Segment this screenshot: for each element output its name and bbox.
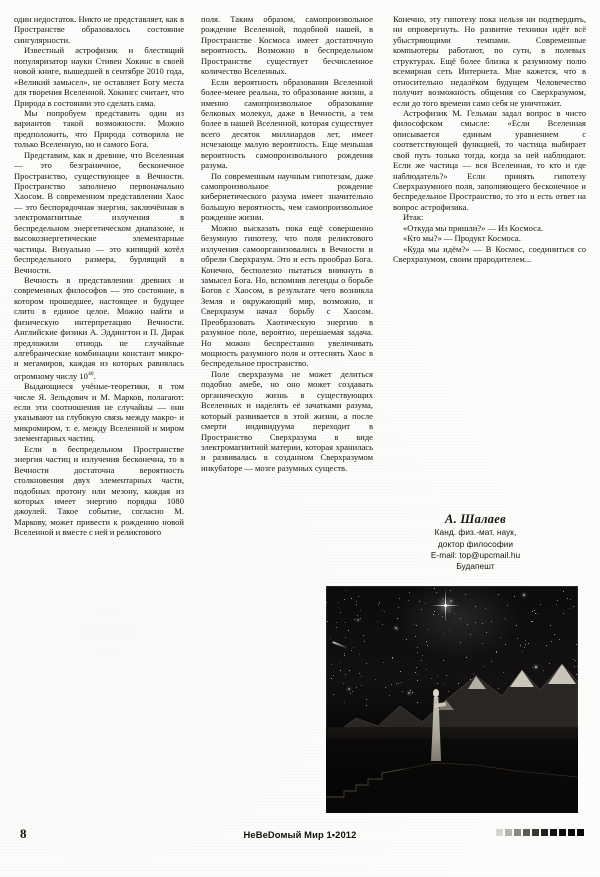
star bbox=[522, 651, 523, 652]
cliff-steps bbox=[326, 733, 578, 813]
footer-square-8 bbox=[559, 829, 566, 836]
star bbox=[345, 637, 346, 638]
author-block bbox=[379, 514, 572, 572]
paragraph-tail: . bbox=[93, 370, 96, 381]
star bbox=[360, 610, 361, 611]
star bbox=[354, 619, 355, 620]
star bbox=[330, 638, 331, 639]
text-column-3 bbox=[393, 14, 586, 265]
star bbox=[344, 653, 345, 654]
author-name: А. Шалаев bbox=[445, 512, 506, 526]
star bbox=[506, 619, 507, 620]
paragraph: Конечно, эту гипотезу пока нельзя ни подтвердить, ни опровергнуть. Но развитие техники идёт всё убыстряющими темпами. Современные компьютеры работают, по сути, в полевых структурах. Ещё более близка к разумному полю всемирная сеть Интернета. Мне кажется, что в относительно недалёком будущем Человечество получит возможность общения со Сверхразумом, если до того времени само себя не уничтожит. bbox=[393, 14, 586, 108]
superscript-exponent: 40 bbox=[87, 370, 94, 377]
paragraph: Выдающиеся учёные-теоретики, в том числе Я. Зельдович и М. Марков, полагают: если эти соотношения не случайны — они указывают на глубокую связь между макро- и микромиром, т. е. между Вселенной и миром элементарных частиц. bbox=[14, 381, 184, 444]
star bbox=[531, 621, 532, 622]
star bbox=[449, 611, 450, 612]
page-number: 8 bbox=[20, 826, 27, 841]
star bbox=[438, 614, 439, 615]
star bbox=[358, 596, 359, 597]
star bbox=[356, 604, 357, 605]
star bbox=[454, 613, 455, 614]
star bbox=[514, 596, 515, 597]
paragraph: Известный астрофизик и блестящий популяризатор науки Стивен Хокинс в своей новой книге, вышедшей в сентябре 2010 года, «Великий замысел», не оставляет Богу места для творения Вселенной. Хокингс считает, что Природа в состоянии это сделать сама. bbox=[14, 45, 184, 108]
star bbox=[576, 644, 577, 645]
star bbox=[563, 591, 564, 592]
author-email[interactable]: E-mail: top@upcmail.hu bbox=[430, 549, 521, 560]
star bbox=[340, 612, 341, 613]
star bbox=[559, 639, 560, 640]
star bbox=[357, 619, 359, 621]
star bbox=[344, 599, 345, 600]
star bbox=[416, 625, 417, 626]
paragraph: Итак: bbox=[403, 212, 424, 223]
star bbox=[426, 641, 427, 642]
star bbox=[442, 616, 443, 617]
star bbox=[336, 627, 337, 628]
star bbox=[485, 608, 486, 609]
star bbox=[382, 624, 383, 625]
star bbox=[563, 613, 564, 614]
star bbox=[475, 622, 476, 623]
magazine-title: НеВеDомый Мир 1•2012 bbox=[243, 829, 357, 840]
star bbox=[357, 615, 358, 616]
star bbox=[465, 594, 466, 595]
illustration-night-sky bbox=[326, 586, 578, 813]
star bbox=[378, 604, 379, 605]
author-city: Будапешт bbox=[456, 561, 495, 572]
star bbox=[507, 605, 508, 606]
footer-square-9 bbox=[568, 829, 575, 836]
star bbox=[470, 634, 471, 635]
star bbox=[382, 610, 383, 611]
star bbox=[532, 611, 533, 612]
star bbox=[434, 611, 435, 612]
star bbox=[363, 635, 364, 636]
robed-figure bbox=[428, 683, 444, 761]
star bbox=[517, 638, 518, 639]
star bbox=[557, 600, 558, 601]
star bbox=[460, 642, 461, 643]
star bbox=[550, 625, 551, 626]
star bbox=[427, 645, 428, 646]
star bbox=[421, 609, 422, 610]
star bbox=[345, 622, 346, 623]
star bbox=[486, 632, 487, 633]
paragraph: «Куда мы идём?» — В Космос, соединиться со Сверхразумом, своим прародителем... bbox=[393, 243, 586, 265]
paragraph: Представим, как и древние, что Вселенная — это безграничное, бесконечное Пространство, существующее в Вечности. Пространство заполнено первоначально Хаосом. В современном представлении Хаос — это беспорядочная энергия, заключённая в электромагнитные излучения в беспредельном энергетическом диапазоне, и высокоэнергетические элементарные частицы. Визуально — это кипящий котёл беспредельного размера, бурлящий в Вечности. bbox=[14, 149, 184, 275]
star bbox=[417, 652, 418, 653]
footer-square-1 bbox=[496, 829, 503, 836]
star bbox=[377, 621, 378, 622]
paragraph-with-superscript bbox=[14, 275, 184, 381]
paragraph: один недостаток. Никто не представляет, как в Пространстве образовалось состояние сингулярности. bbox=[14, 14, 184, 45]
star bbox=[364, 641, 365, 642]
author-title: доктор философии bbox=[437, 538, 514, 549]
star bbox=[467, 624, 468, 625]
star bbox=[504, 618, 505, 619]
star bbox=[425, 603, 426, 604]
star bbox=[520, 645, 521, 646]
text-column-2 bbox=[201, 14, 373, 473]
star bbox=[505, 644, 506, 645]
star bbox=[537, 613, 538, 614]
star bbox=[540, 604, 541, 605]
star bbox=[570, 599, 571, 600]
star bbox=[419, 601, 420, 602]
star bbox=[535, 613, 536, 614]
author-degree: Канд. физ.-мат. наук, bbox=[434, 527, 517, 538]
star bbox=[433, 614, 434, 615]
star bbox=[491, 621, 492, 622]
star bbox=[450, 590, 451, 591]
star bbox=[415, 636, 416, 637]
star bbox=[523, 594, 525, 596]
star bbox=[353, 647, 354, 648]
paragraph: Если вероятность образования Вселенной более-менее реальна, то образование жизни, а именно самопроизвольное образование белковых молекул, даже в Вечности, а тем более в нашей Вселенной, которая существует всего десяток миллиардов лет, имеет исчезающе малую вероятность. Еще меньшая вероятность самопроизвольного рождения разума. bbox=[201, 76, 373, 171]
star bbox=[379, 602, 380, 603]
star bbox=[398, 607, 399, 608]
star bbox=[384, 611, 385, 612]
star bbox=[525, 640, 526, 641]
star bbox=[434, 588, 435, 589]
footer-square-7 bbox=[550, 829, 557, 836]
paragraph: Астрофизик М. Гельман задал вопрос в чисто философском смысле: «Если Вселенная описывается единым уравнением с соответствующей функцией, то частица выбирает свой путь только тогда, когда за ней наблюдают. Если же частица — вся Вселенная, то кто и где наблюдатель?» Если принять гипотезу Сверхразумного поля, заполняющего бесконечное и беспредельное Пространство, то это и есть ответ на вопрос астрофизика. bbox=[393, 107, 586, 212]
star bbox=[516, 625, 517, 626]
star bbox=[338, 602, 339, 603]
star bbox=[449, 630, 450, 631]
star bbox=[546, 645, 547, 646]
footer-square-strip bbox=[496, 829, 584, 836]
star bbox=[397, 618, 398, 619]
star bbox=[556, 604, 557, 605]
star bbox=[551, 641, 552, 642]
footer-square-2 bbox=[505, 829, 512, 836]
paragraph: Можно высказать пока ещё совершенно безумную гипотезу, что поля реликтового излучения самоорганизовались в Вечности и обрели Сверхразум. Это и есть прообраз Бога. Конечно, бесполезно пытаться вникнуть в замысел Бога. Но, вспомнив легенды о борьбе Богов с Хаосом, в результате чего возникла Земля и окружающий мир, возможно, и Сверхразум начал борьбу с Хаосом. Преобразовать Хаотическую энергию в разумное поле, вероятно, нерешаемая задача. Но можно беспрестанно увеличивать мощность разумного поля и оттеснять Хаос в беспредельное пространство. bbox=[201, 222, 373, 369]
star bbox=[326, 602, 327, 603]
star bbox=[460, 618, 461, 619]
star bbox=[395, 627, 397, 629]
paragraph: По современным научным гипотезам, даже самопроизвольное рождение кибернетического разума имеет значительно большую вероятность, чем самопроизвольное рождение жизни. bbox=[201, 170, 373, 223]
star bbox=[528, 643, 529, 644]
paragraph: Мы попробуем представить один из вариантов такой возможности. Можно предположить, что Природа сотворила не только Вселенную, но и самого Бога. bbox=[14, 107, 184, 150]
star bbox=[408, 600, 409, 601]
star bbox=[567, 598, 568, 599]
star bbox=[443, 633, 444, 634]
star bbox=[475, 606, 476, 607]
star bbox=[409, 592, 410, 593]
text-column-1 bbox=[14, 14, 184, 538]
star bbox=[443, 599, 444, 600]
footer-square-4 bbox=[523, 829, 530, 836]
star bbox=[436, 592, 437, 593]
star bbox=[428, 629, 429, 630]
star bbox=[406, 639, 407, 640]
paragraph: поля. Таким образом, самопроизвольное рождение Вселенной, подобной нашей, в Пространстве Космоса имеет достаточную вероятность. Возможно в беспредельном Пространстве существует бесчисленное количество Вселенных. bbox=[201, 14, 373, 77]
star bbox=[524, 647, 525, 648]
star bbox=[360, 618, 361, 619]
footer-square-5 bbox=[532, 829, 539, 836]
star bbox=[554, 634, 555, 635]
star bbox=[525, 644, 526, 645]
star bbox=[496, 652, 497, 653]
star bbox=[417, 647, 418, 648]
star bbox=[498, 594, 499, 595]
footer-square-6 bbox=[541, 829, 548, 836]
star bbox=[351, 650, 352, 651]
paragraph: Поле сверхразума не может делиться подобно амебе, но оно может создавать органическую жизнь в существующих Вселенных и наделять её зачатками разума, который развивается в этой жизни, а после смерти индивидуума переходит в Пространство Сверхразума в виде электромагнитной материи, которая хранилась и развивалась в созданном Сверхразумом инкубаторе — мозге разумных существ. bbox=[201, 368, 373, 473]
paragraph: «Кто мы?» — Продукт Космоса. bbox=[403, 233, 521, 244]
star bbox=[397, 629, 398, 630]
footer-square-10 bbox=[577, 829, 584, 836]
star bbox=[359, 654, 360, 655]
star bbox=[569, 608, 570, 609]
footer-square-3 bbox=[514, 829, 521, 836]
star bbox=[351, 598, 352, 599]
star bbox=[348, 630, 349, 631]
page-footer bbox=[0, 826, 600, 848]
paragraph-text: Вечность в представлении древних и современных философов — это состояние, в котором прошедшее, настоящее и будущее слито в единое целое. Можно найти и физическую интерпретацию Вечности. Английские физики А. Эддингтон и П. Дирак предложили отнюдь не случайные алгебраические комбинации констант микро- и мегамиров, каждая из которых равнялась огромному числу 10 bbox=[14, 274, 184, 381]
paragraph: «Откуда мы пришли?» — Из Космоса. bbox=[403, 222, 544, 233]
star bbox=[532, 621, 533, 622]
star bbox=[336, 622, 337, 623]
star bbox=[345, 590, 346, 591]
star bbox=[450, 600, 452, 602]
star bbox=[356, 601, 357, 602]
star bbox=[482, 623, 483, 624]
paragraph: Если в беспредельном Пространстве энергия частиц и излучения бесконечна, то в Вечности достаточна вероятность столкновения двух элементарных части, подобных протону или мезону, каждая из которых имеет энергию порядка 1080 джоулей. Такое событие, согласно М. Маркову, может привести к рождению новой Вселенной и вместе с ней и реликтового bbox=[14, 443, 184, 538]
star bbox=[327, 621, 328, 622]
star bbox=[399, 598, 400, 599]
star bbox=[534, 610, 535, 611]
bright-star-icon bbox=[444, 604, 447, 607]
star bbox=[500, 637, 501, 638]
star bbox=[482, 643, 483, 644]
figure-head bbox=[433, 689, 439, 697]
star bbox=[573, 606, 574, 607]
